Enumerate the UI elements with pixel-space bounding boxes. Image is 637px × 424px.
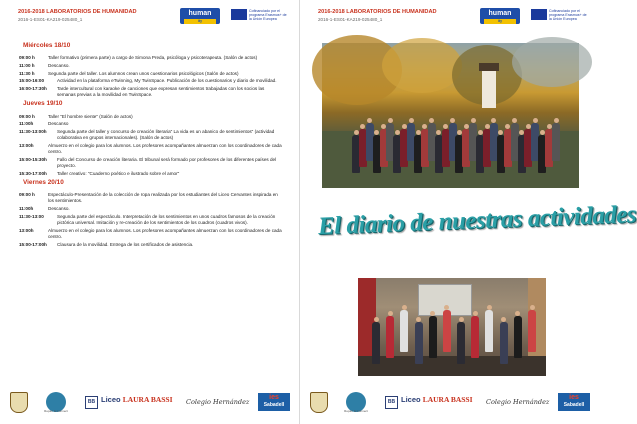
entry-description: Almuerzo en el colegio para los alumnos. Los profesores acompañantes almuerzan con los coordinadores de cada centro.	[48, 227, 282, 239]
partner-logos-right	[308, 391, 592, 413]
entry-time: 15:30-17:00h	[19, 170, 47, 176]
humanity-logo-right	[480, 8, 520, 24]
entry-description: Clausura de la movilidad. Entrega de los certificados de asistencia.	[57, 241, 194, 247]
entry-description: Fallo del Concurso de creación literaria. El tribunal será formado por profesores de los diferentes países del proyecto.	[57, 156, 277, 169]
liceo-logo-right	[401, 395, 473, 404]
entry-time: 15:00-15:30h	[19, 156, 47, 162]
entry-time: 11:30 h	[19, 70, 35, 76]
entry-description: Taller "El hombre siente" (Salón de actos)	[48, 113, 133, 119]
schedule-entry	[19, 114, 284, 120]
entry-time: 11:00h	[19, 206, 34, 212]
humanity-logo-text-right: human	[488, 10, 512, 17]
humanity-logo-sub-right: ity	[484, 19, 516, 24]
colegio-logo-right: Colegio Hernández	[486, 398, 550, 406]
colegio-logo: Colegio Hernández	[186, 398, 250, 406]
schedule-entry	[19, 171, 284, 177]
schedule-entry	[19, 192, 284, 204]
entry-time: 11:00h	[19, 121, 34, 127]
ies-bottom-right: Sabadell	[563, 402, 585, 408]
eu-funding-text: Cofinanciado por el programa Erasmus+ de la Unión Europea	[249, 9, 287, 22]
eu-flag-icon-right	[531, 9, 547, 20]
liceo-name: LAURA BASSI	[122, 395, 173, 404]
schedule-entry	[19, 214, 284, 226]
entry-description: Descanso.	[48, 206, 70, 212]
day-heading: Jueves 19/10	[23, 100, 63, 108]
header-title: 2016-2018 LABORATORIOS DE HUMANIDAD	[18, 9, 137, 15]
entry-description: Segunda parte del espectáculo. Interpretación de los sentimientos en unos cuadros famosos de la creación pictórica universal. Imitación y re-creación de los sentimientos de los cuadros (cuadros vivos).	[57, 213, 276, 225]
eu-flag-icon	[231, 9, 247, 20]
school-crest-icon-right	[310, 392, 328, 413]
schedule-entry	[19, 78, 284, 84]
entry-time: 16:00-17:30h	[19, 86, 47, 92]
header-subtitle: 2016-1-ES01-KA219-025480_1	[18, 17, 83, 22]
liceo-mark: BB	[85, 396, 98, 409]
day-heading: Viernes 20/10	[23, 178, 64, 186]
ies-logo-right	[558, 393, 590, 411]
liceo-label-right: Liceo	[401, 395, 421, 404]
header-subtitle-right: 2016-1-ES01-KA219-025480_1	[318, 17, 383, 22]
liceo-mark-right: BB	[385, 396, 398, 409]
schedule-entry	[19, 228, 284, 240]
circle-logo-caption-right: Repair & Connect	[344, 409, 368, 413]
schedule-entry	[19, 143, 284, 155]
entry-time: 11:30-13:00h	[19, 129, 47, 135]
schedule-entry	[19, 157, 284, 169]
schedule-entry	[19, 86, 284, 98]
ies-top-right: ies	[569, 394, 579, 401]
entry-time: 09:00 h	[19, 113, 35, 119]
humanity-logo-text: human	[188, 10, 212, 17]
entry-time: 13:00h	[19, 142, 34, 148]
schedule-entry	[19, 242, 284, 248]
day-heading: Miércoles 18/10	[23, 42, 71, 49]
schedule-entry	[19, 71, 284, 77]
entry-description: Actividad en la plataforma eTwinning, My TwinSpace. Publicación de los cuestionarios y diario de movilidad.	[57, 78, 277, 84]
entry-description: Tarde intercultural con karaoke de canciones que expresan sentimientos trabajadas con los socios las semanas previas a la movilidad en TwinSpace.	[57, 86, 265, 98]
liceo-label: Liceo	[101, 395, 121, 404]
header-right	[318, 9, 437, 23]
diary-banner: El diario de nuestras actividades	[317, 200, 637, 241]
entry-description: Segunda parte del taller. Los alumnos crean unos cuestionarios psicológicos (Salón de actos)	[48, 70, 239, 76]
partner-logos	[8, 391, 292, 413]
schedule-entry	[19, 121, 284, 127]
header	[18, 9, 137, 23]
schedule	[19, 40, 284, 249]
liceo-logo	[101, 395, 173, 404]
entry-description: Descanso.	[48, 62, 70, 68]
entry-time: 13:00h	[19, 227, 34, 233]
entry-time: 11:00 h	[19, 62, 35, 68]
eu-funding-text-right: Cofinanciado por el programa Erasmus+ de la Unión Europea	[549, 9, 587, 22]
liceo-name-right: LAURA BASSI	[422, 395, 473, 404]
ies-bottom: Sabadell	[263, 402, 285, 408]
humanity-logo	[180, 8, 220, 24]
entry-description: Espectáculo-Presentación de la colección de ropa realizada por los estudiantes del Liceo Cervantes inspirada en los sentimientos.	[48, 192, 278, 204]
ies-top: ies	[269, 394, 279, 401]
entry-description: Taller creativo: "Cuaderno poético e ilustrado sobre el amor"	[57, 170, 180, 176]
entry-time: 15:00-16:00	[19, 78, 45, 84]
ies-logo	[258, 393, 290, 411]
left-page	[0, 0, 300, 424]
entry-time: 09:00 h	[19, 55, 35, 61]
entry-description: Segunda parte del taller y concurso de creación literaria" La vida es un abanico de sentimientos" (actividad colaborativa en grupos internacionales). (Salón de actos)	[57, 129, 275, 141]
entry-time: 09:00 h	[19, 192, 35, 198]
school-crest-icon	[10, 392, 28, 413]
schedule-entry	[19, 206, 284, 212]
schedule-entry	[19, 63, 284, 69]
entry-description: Descanso	[48, 121, 69, 127]
group-photo-outdoor	[322, 43, 579, 188]
entry-time: 11:30-13:00	[19, 213, 44, 219]
entry-description: Taller formativo (primera parte) a cargo de Simona Preda, psicóloga y psicoterapeuta. (Salón de actos)	[48, 55, 258, 61]
schedule-entry	[19, 129, 284, 141]
entry-description: Almuerzo en el colegio para los alumnos. Los profesores acompañantes almuerzan con los coordinadores de cada centro.	[48, 142, 282, 155]
schedule-entry	[19, 55, 284, 61]
humanity-logo-sub: ity	[184, 19, 216, 24]
circle-logo-caption: Repair & Connect	[44, 409, 68, 413]
header-title-right: 2016-2018 LABORATORIOS DE HUMANIDAD	[318, 9, 437, 15]
group-photo-indoor	[358, 278, 546, 376]
entry-time: 15:00-17:00h	[19, 241, 47, 247]
